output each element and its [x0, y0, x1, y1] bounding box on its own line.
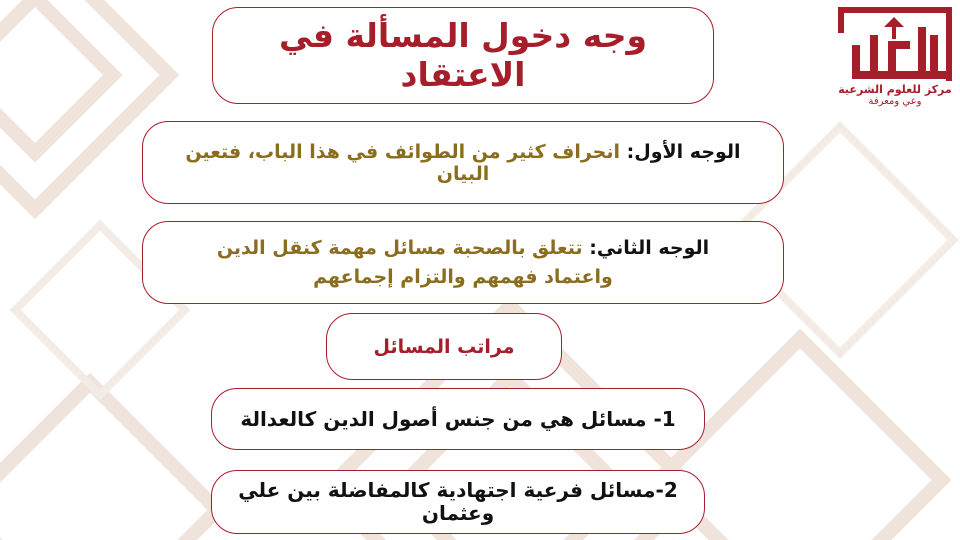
logo-caption — [834, 84, 956, 107]
first-aspect-box — [142, 121, 784, 204]
logo-subtitle: مركز للعلوم الشرعية — [838, 83, 952, 96]
level-2-line-1: 2-مسائل فرعية اجتهادية كالمفاضلة بين علي — [238, 478, 678, 502]
second-aspect-body: تتعلق بالصحبة مسائل مهمة كنقل الدين واعتماد فهمهم والتزام إجماعهم — [216, 237, 613, 288]
title-line-2: الاعتقاد — [400, 54, 526, 94]
level-2-box — [211, 470, 705, 534]
level-2-line-2: وعثمان — [421, 501, 495, 525]
title-line-1: وجه دخول المسألة في — [279, 15, 648, 55]
first-aspect-body: انحراف كثير من الطوائف في هذا الباب، فتعين البيان — [185, 140, 627, 185]
first-aspect-label: الوجه الأول: — [626, 140, 741, 163]
title-box — [212, 7, 714, 104]
level-1-box — [211, 388, 705, 450]
levels-heading: مراتب المسائل — [373, 335, 515, 358]
second-aspect-box — [142, 221, 784, 304]
levels-heading-box — [326, 313, 562, 380]
level-1-text: 1- مسائل هي من جنس أصول الدين كالعدالة — [240, 407, 676, 431]
first-aspect-text — [165, 141, 761, 185]
logo-tagline: وعي ومعرفة — [868, 96, 922, 108]
second-aspect-label: الوجه الثاني: — [589, 237, 710, 259]
second-aspect-text — [183, 234, 743, 291]
